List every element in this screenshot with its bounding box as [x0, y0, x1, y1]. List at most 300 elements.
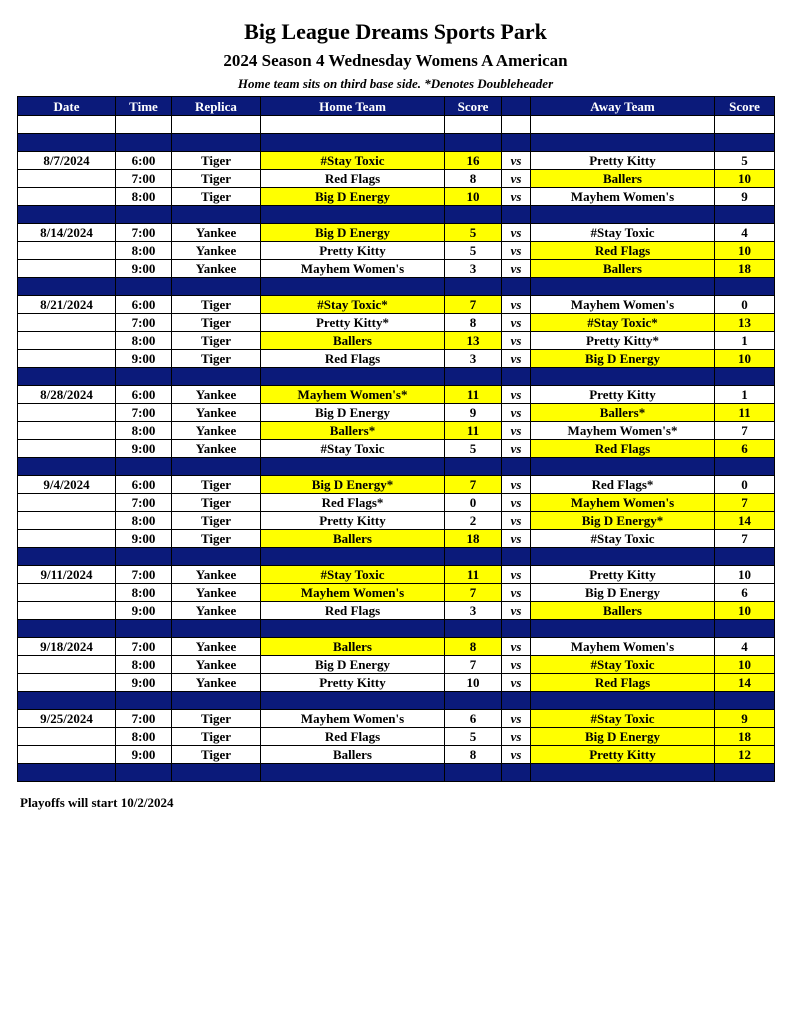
- spacer-cell: [172, 134, 261, 152]
- spacer-cell: [715, 278, 775, 296]
- game-time: 9:00: [116, 602, 172, 620]
- away-score: 13: [715, 314, 775, 332]
- game-replica: Yankee: [172, 422, 261, 440]
- game-replica: Tiger: [172, 494, 261, 512]
- away-score: 1: [715, 386, 775, 404]
- game-date: 8/28/2024: [18, 386, 116, 404]
- game-replica: Tiger: [172, 710, 261, 728]
- game-row: [18, 404, 775, 422]
- away-team: Pretty Kitty: [531, 566, 715, 584]
- spacer-cell: [172, 116, 261, 134]
- away-team: Mayhem Women's: [531, 494, 715, 512]
- game-time: 6:00: [116, 386, 172, 404]
- week-separator-row: [18, 206, 775, 224]
- spacer-cell: [502, 692, 531, 710]
- spacer-cell: [18, 764, 116, 782]
- away-team: Big D Energy: [531, 728, 715, 746]
- game-replica: Yankee: [172, 242, 261, 260]
- spacer-cell: [715, 116, 775, 134]
- home-score: 9: [445, 404, 502, 422]
- game-date: 9/25/2024: [18, 710, 116, 728]
- home-team: Mayhem Women's*: [261, 386, 445, 404]
- vs-label: vs: [502, 674, 531, 692]
- spacer-cell: [445, 548, 502, 566]
- spacer-cell: [715, 206, 775, 224]
- game-replica: Yankee: [172, 674, 261, 692]
- col-header-away-score: Score: [715, 97, 775, 116]
- spacer-cell: [531, 134, 715, 152]
- game-row: [18, 476, 775, 494]
- game-replica: Tiger: [172, 512, 261, 530]
- away-score: 0: [715, 476, 775, 494]
- home-team: Big D Energy*: [261, 476, 445, 494]
- home-score: 8: [445, 170, 502, 188]
- spacer-cell: [116, 116, 172, 134]
- home-team: Red Flags: [261, 602, 445, 620]
- game-time: 9:00: [116, 746, 172, 764]
- game-row: [18, 728, 775, 746]
- home-team: Ballers*: [261, 422, 445, 440]
- game-replica: Yankee: [172, 566, 261, 584]
- home-score: 16: [445, 152, 502, 170]
- home-team: Red Flags*: [261, 494, 445, 512]
- away-team: Big D Energy: [531, 584, 715, 602]
- game-row: [18, 656, 775, 674]
- vs-label: vs: [502, 404, 531, 422]
- home-team: Ballers: [261, 332, 445, 350]
- away-team: Pretty Kitty: [531, 386, 715, 404]
- home-score: 3: [445, 350, 502, 368]
- home-team: Big D Energy: [261, 404, 445, 422]
- spacer-cell: [715, 620, 775, 638]
- game-time: 8:00: [116, 188, 172, 206]
- home-team: Red Flags: [261, 170, 445, 188]
- home-team: Big D Energy: [261, 224, 445, 242]
- spacer-cell: [18, 692, 116, 710]
- home-team: Pretty Kitty: [261, 674, 445, 692]
- game-date-empty: [18, 314, 116, 332]
- home-score: 7: [445, 476, 502, 494]
- spacer-cell: [116, 206, 172, 224]
- spacer-cell: [18, 620, 116, 638]
- game-row: [18, 242, 775, 260]
- home-team: Mayhem Women's: [261, 710, 445, 728]
- spacer-cell: [116, 620, 172, 638]
- away-score: 7: [715, 494, 775, 512]
- game-row: [18, 386, 775, 404]
- spacer-cell: [531, 548, 715, 566]
- away-score: 10: [715, 350, 775, 368]
- home-score: 18: [445, 530, 502, 548]
- spacer-cell: [261, 134, 445, 152]
- game-time: 7:00: [116, 224, 172, 242]
- spacer-cell: [116, 548, 172, 566]
- game-replica: Tiger: [172, 170, 261, 188]
- spacer-cell: [502, 620, 531, 638]
- vs-label: vs: [502, 440, 531, 458]
- spacer-cell: [502, 116, 531, 134]
- away-score: 9: [715, 188, 775, 206]
- game-time: 8:00: [116, 656, 172, 674]
- spacer-cell: [172, 764, 261, 782]
- away-team: Big D Energy: [531, 350, 715, 368]
- spacer-cell: [18, 278, 116, 296]
- home-team: Big D Energy: [261, 188, 445, 206]
- away-team: Ballers*: [531, 404, 715, 422]
- spacer-cell: [445, 620, 502, 638]
- game-date-empty: [18, 494, 116, 512]
- home-score: 5: [445, 224, 502, 242]
- spacer-cell: [531, 764, 715, 782]
- vs-label: vs: [502, 170, 531, 188]
- game-replica: Yankee: [172, 386, 261, 404]
- vs-label: vs: [502, 296, 531, 314]
- vs-label: vs: [502, 386, 531, 404]
- game-time: 6:00: [116, 476, 172, 494]
- game-date-empty: [18, 584, 116, 602]
- away-team: #Stay Toxic: [531, 530, 715, 548]
- spacer-cell: [261, 764, 445, 782]
- home-score: 3: [445, 260, 502, 278]
- game-date: 8/21/2024: [18, 296, 116, 314]
- week-separator-row: [18, 548, 775, 566]
- vs-label: vs: [502, 350, 531, 368]
- home-score: 7: [445, 656, 502, 674]
- away-team: #Stay Toxic*: [531, 314, 715, 332]
- away-score: 10: [715, 602, 775, 620]
- game-row: [18, 440, 775, 458]
- away-team: #Stay Toxic: [531, 224, 715, 242]
- col-header-replica: Replica: [172, 97, 261, 116]
- spacer-cell: [18, 458, 116, 476]
- game-row: [18, 422, 775, 440]
- spacer-cell: [116, 692, 172, 710]
- schedule-body: [18, 116, 775, 782]
- home-team: Ballers: [261, 746, 445, 764]
- away-score: 4: [715, 224, 775, 242]
- game-time: 7:00: [116, 710, 172, 728]
- game-replica: Yankee: [172, 224, 261, 242]
- game-row: [18, 638, 775, 656]
- spacer-cell: [531, 206, 715, 224]
- away-team: Pretty Kitty: [531, 152, 715, 170]
- game-row: [18, 314, 775, 332]
- home-score: 5: [445, 242, 502, 260]
- game-row: [18, 512, 775, 530]
- home-score: 13: [445, 332, 502, 350]
- vs-label: vs: [502, 332, 531, 350]
- game-replica: Tiger: [172, 188, 261, 206]
- game-date-empty: [18, 242, 116, 260]
- spacer-cell: [502, 134, 531, 152]
- vs-label: vs: [502, 530, 531, 548]
- away-team: Mayhem Women's: [531, 188, 715, 206]
- page-subtitle: 2024 Season 4 Wednesday Womens A American: [223, 51, 568, 70]
- game-date-empty: [18, 656, 116, 674]
- week-separator-row: [18, 692, 775, 710]
- away-score: 18: [715, 260, 775, 278]
- game-row: [18, 746, 775, 764]
- home-team: Pretty Kitty*: [261, 314, 445, 332]
- spacer-cell: [445, 206, 502, 224]
- week-separator-row: [18, 368, 775, 386]
- spacer-cell: [445, 458, 502, 476]
- game-replica: Yankee: [172, 260, 261, 278]
- spacer-cell: [445, 116, 502, 134]
- header-row: [18, 97, 775, 116]
- away-score: 10: [715, 242, 775, 260]
- home-score: 8: [445, 746, 502, 764]
- game-replica: Tiger: [172, 746, 261, 764]
- col-header-home-team: Home Team: [261, 97, 445, 116]
- spacer-cell: [116, 134, 172, 152]
- spacer-cell: [261, 548, 445, 566]
- away-score: 10: [715, 656, 775, 674]
- home-team: Ballers: [261, 638, 445, 656]
- game-replica: Tiger: [172, 350, 261, 368]
- game-replica: Tiger: [172, 314, 261, 332]
- away-score: 5: [715, 152, 775, 170]
- game-date-empty: [18, 728, 116, 746]
- game-time: 8:00: [116, 584, 172, 602]
- game-replica: Yankee: [172, 404, 261, 422]
- spacer-cell: [445, 278, 502, 296]
- home-score: 10: [445, 674, 502, 692]
- home-team: #Stay Toxic*: [261, 296, 445, 314]
- spacer-cell: [715, 134, 775, 152]
- game-replica: Tiger: [172, 476, 261, 494]
- game-row: [18, 530, 775, 548]
- home-team: Red Flags: [261, 350, 445, 368]
- col-header-date: Date: [18, 97, 116, 116]
- home-team: Pretty Kitty: [261, 512, 445, 530]
- game-replica: Yankee: [172, 440, 261, 458]
- game-replica: Yankee: [172, 638, 261, 656]
- spacer-cell: [172, 278, 261, 296]
- game-date-empty: [18, 422, 116, 440]
- game-time: 9:00: [116, 674, 172, 692]
- home-team: #Stay Toxic: [261, 566, 445, 584]
- spacer-cell: [502, 206, 531, 224]
- spacer-cell: [18, 134, 116, 152]
- away-score: 6: [715, 584, 775, 602]
- game-time: 6:00: [116, 152, 172, 170]
- col-header-home-score: Score: [445, 97, 502, 116]
- game-time: 8:00: [116, 332, 172, 350]
- game-date-empty: [18, 170, 116, 188]
- game-date: 9/11/2024: [18, 566, 116, 584]
- game-row: [18, 584, 775, 602]
- home-score: 5: [445, 440, 502, 458]
- home-team: Pretty Kitty: [261, 242, 445, 260]
- spacer-cell: [18, 206, 116, 224]
- spacer-cell: [715, 548, 775, 566]
- away-team: #Stay Toxic: [531, 710, 715, 728]
- home-team: Mayhem Women's: [261, 260, 445, 278]
- game-date: 8/14/2024: [18, 224, 116, 242]
- game-time: 9:00: [116, 260, 172, 278]
- home-score: 0: [445, 494, 502, 512]
- game-date-empty: [18, 530, 116, 548]
- away-team: Ballers: [531, 170, 715, 188]
- vs-label: vs: [502, 242, 531, 260]
- spacer-cell: [261, 692, 445, 710]
- game-date-empty: [18, 260, 116, 278]
- game-time: 8:00: [116, 242, 172, 260]
- blank-row: [18, 116, 775, 134]
- game-replica: Yankee: [172, 656, 261, 674]
- spacer-cell: [261, 458, 445, 476]
- spacer-cell: [18, 116, 116, 134]
- away-team: Pretty Kitty: [531, 746, 715, 764]
- home-score: 11: [445, 566, 502, 584]
- spacer-cell: [261, 116, 445, 134]
- spacer-cell: [172, 206, 261, 224]
- schedule-note: Home team sits on third base side. *Denotes Doubleheader: [237, 76, 554, 91]
- home-score: 8: [445, 314, 502, 332]
- spacer-cell: [445, 134, 502, 152]
- game-replica: Tiger: [172, 152, 261, 170]
- away-team: Red Flags: [531, 674, 715, 692]
- away-team: Mayhem Women's: [531, 638, 715, 656]
- vs-label: vs: [502, 566, 531, 584]
- vs-label: vs: [502, 710, 531, 728]
- spacer-cell: [18, 368, 116, 386]
- away-team: Big D Energy*: [531, 512, 715, 530]
- game-date-empty: [18, 188, 116, 206]
- spacer-cell: [715, 692, 775, 710]
- spacer-cell: [172, 458, 261, 476]
- spacer-cell: [502, 458, 531, 476]
- game-time: 7:00: [116, 404, 172, 422]
- game-row: [18, 494, 775, 512]
- game-date-empty: [18, 350, 116, 368]
- spacer-cell: [261, 206, 445, 224]
- schedule-table: [17, 96, 775, 782]
- spacer-cell: [116, 764, 172, 782]
- vs-label: vs: [502, 188, 531, 206]
- away-team: Ballers: [531, 602, 715, 620]
- home-team: Red Flags: [261, 728, 445, 746]
- game-row: [18, 188, 775, 206]
- spacer-cell: [502, 278, 531, 296]
- home-score: 10: [445, 188, 502, 206]
- game-row: [18, 296, 775, 314]
- spacer-cell: [172, 548, 261, 566]
- week-separator-row: [18, 620, 775, 638]
- vs-label: vs: [502, 152, 531, 170]
- away-score: 7: [715, 530, 775, 548]
- away-team: Mayhem Women's*: [531, 422, 715, 440]
- spacer-cell: [531, 116, 715, 134]
- home-score: 6: [445, 710, 502, 728]
- away-team: Red Flags*: [531, 476, 715, 494]
- game-date: 9/4/2024: [18, 476, 116, 494]
- spacer-cell: [172, 620, 261, 638]
- away-team: Ballers: [531, 260, 715, 278]
- home-score: 2: [445, 512, 502, 530]
- game-time: 8:00: [116, 728, 172, 746]
- away-score: 0: [715, 296, 775, 314]
- game-time: 7:00: [116, 494, 172, 512]
- game-time: 6:00: [116, 296, 172, 314]
- game-row: [18, 332, 775, 350]
- week-separator-row: [18, 458, 775, 476]
- game-time: 9:00: [116, 530, 172, 548]
- spacer-cell: [261, 368, 445, 386]
- home-team: #Stay Toxic: [261, 152, 445, 170]
- game-time: 7:00: [116, 566, 172, 584]
- spacer-cell: [116, 278, 172, 296]
- game-replica: Yankee: [172, 584, 261, 602]
- game-row: [18, 260, 775, 278]
- vs-label: vs: [502, 728, 531, 746]
- home-score: 5: [445, 728, 502, 746]
- spacer-cell: [261, 278, 445, 296]
- away-score: 10: [715, 566, 775, 584]
- game-date-empty: [18, 674, 116, 692]
- game-time: 8:00: [116, 512, 172, 530]
- spacer-cell: [715, 368, 775, 386]
- spacer-cell: [172, 368, 261, 386]
- game-row: [18, 224, 775, 242]
- spacer-cell: [445, 368, 502, 386]
- spacer-cell: [531, 278, 715, 296]
- game-date-empty: [18, 602, 116, 620]
- spacer-cell: [261, 620, 445, 638]
- away-team: Red Flags: [531, 440, 715, 458]
- vs-label: vs: [502, 512, 531, 530]
- away-score: 14: [715, 512, 775, 530]
- game-replica: Yankee: [172, 602, 261, 620]
- spacer-cell: [715, 764, 775, 782]
- home-team: Ballers: [261, 530, 445, 548]
- home-team: #Stay Toxic: [261, 440, 445, 458]
- game-row: [18, 674, 775, 692]
- spacer-cell: [116, 368, 172, 386]
- spacer-cell: [172, 692, 261, 710]
- spacer-cell: [531, 458, 715, 476]
- vs-label: vs: [502, 422, 531, 440]
- spacer-cell: [445, 692, 502, 710]
- game-row: [18, 152, 775, 170]
- spacer-cell: [531, 620, 715, 638]
- game-date: 9/18/2024: [18, 638, 116, 656]
- home-score: 11: [445, 386, 502, 404]
- game-date-empty: [18, 512, 116, 530]
- home-score: 8: [445, 638, 502, 656]
- game-row: [18, 602, 775, 620]
- vs-label: vs: [502, 638, 531, 656]
- page-title: Big League Dreams Sports Park: [244, 19, 547, 44]
- away-score: 12: [715, 746, 775, 764]
- home-team: Big D Energy: [261, 656, 445, 674]
- week-separator-row: [18, 134, 775, 152]
- away-score: 6: [715, 440, 775, 458]
- spacer-cell: [502, 548, 531, 566]
- away-score: 4: [715, 638, 775, 656]
- col-header-away-team: Away Team: [531, 97, 715, 116]
- game-date-empty: [18, 746, 116, 764]
- spacer-cell: [531, 692, 715, 710]
- home-team: Mayhem Women's: [261, 584, 445, 602]
- home-score: 7: [445, 296, 502, 314]
- away-score: 7: [715, 422, 775, 440]
- game-time: 7:00: [116, 170, 172, 188]
- vs-label: vs: [502, 602, 531, 620]
- game-row: [18, 710, 775, 728]
- spacer-cell: [502, 368, 531, 386]
